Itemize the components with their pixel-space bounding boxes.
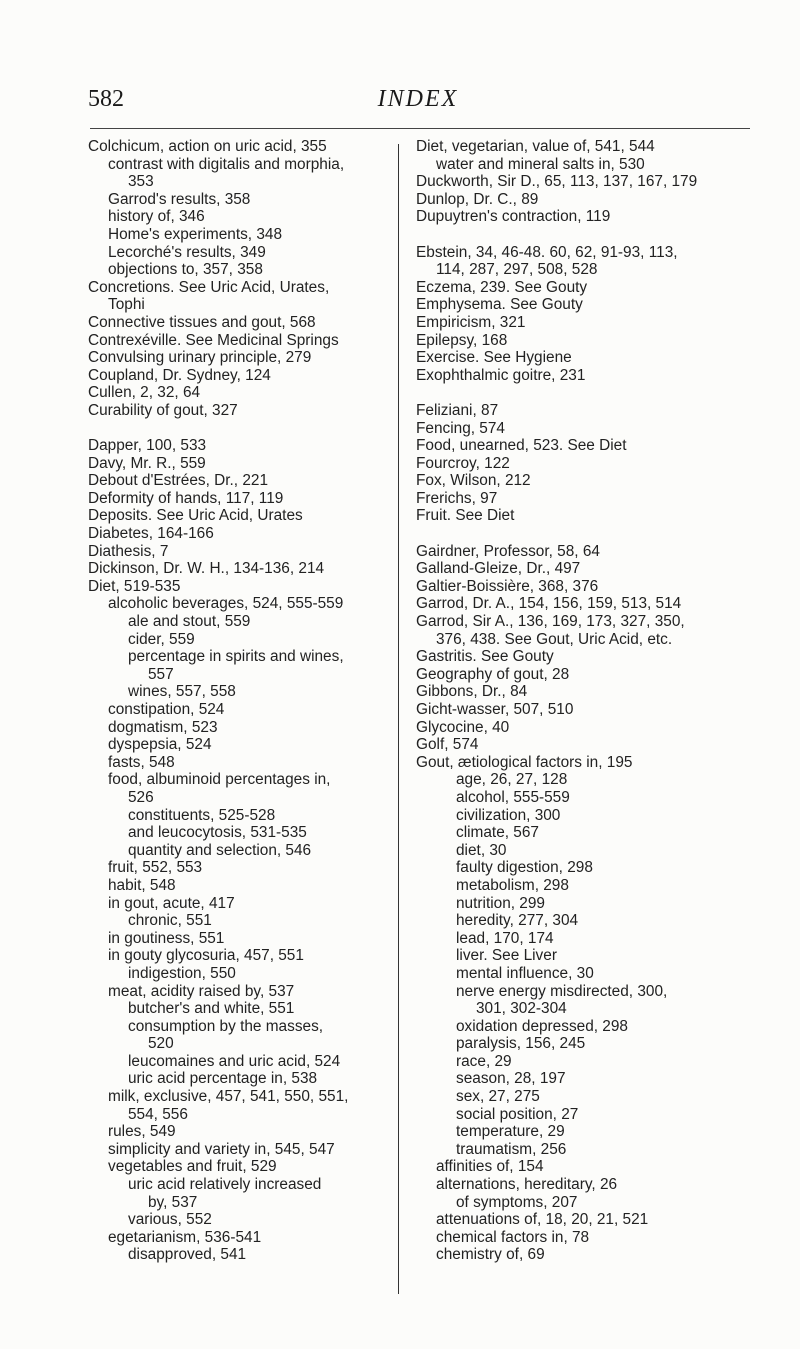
index-entry: Gairdner, Professor, 58, 64	[416, 542, 600, 560]
column-divider	[398, 144, 399, 1294]
index-entry: Golf, 574	[416, 736, 479, 754]
index-subentry: meat, acidity raised by, 537	[108, 982, 295, 1000]
index-subentry: constituents, 525-528	[128, 806, 276, 824]
index-subentry: paralysis, 156, 245	[456, 1035, 586, 1053]
index-entry: Gibbons, Dr., 84	[416, 683, 528, 701]
index-entry: Deformity of hands, 117, 119	[88, 489, 284, 507]
index-subentry: mental influence, 30	[456, 964, 594, 982]
index-entry: Fourcroy, 122	[416, 454, 510, 472]
index-subentry: chemistry of, 69	[436, 1246, 545, 1264]
index-entry: Curability of gout, 327	[88, 401, 238, 419]
index-entry: Feliziani, 87	[416, 401, 499, 419]
index-subentry: faulty digestion, 298	[456, 859, 593, 877]
index-subentry: nutrition, 299	[456, 894, 545, 912]
section-gap	[416, 384, 746, 402]
index-subentry: in goutiness, 551	[108, 929, 225, 947]
index-subentry: oxidation depressed, 298	[456, 1017, 628, 1035]
index-subentry: lead, 170, 174	[456, 929, 554, 947]
index-subentry: climate, 567	[456, 824, 539, 842]
index-subentry: Lecorché's results, 349	[108, 243, 266, 261]
index-entry: Diathesis, 7	[88, 542, 169, 560]
index-subentry: ale and stout, 559	[128, 613, 251, 631]
index-entry: Exercise. See Hygiene	[416, 349, 572, 367]
index-subentry: attenuations of, 18, 20, 21, 521	[436, 1211, 649, 1229]
section-gap	[88, 420, 418, 438]
index-subentry: social position, 27	[456, 1105, 579, 1123]
index-entry: Galland-Gleize, Dr., 497	[416, 560, 581, 578]
index-subentry: 376, 438. See Gout, Uric Acid, etc.	[436, 630, 673, 648]
index-subentry: cider, 559	[128, 630, 195, 648]
index-entry: Contrexéville. See Medicinal Springs	[88, 331, 339, 349]
index-subentry: leucomaines and uric acid, 524	[128, 1052, 341, 1070]
index-entry: Glycocine, 40	[416, 718, 510, 736]
index-subentry: dyspepsia, 524	[108, 736, 212, 754]
index-subentry: percentage in spirits and wines,	[128, 648, 344, 666]
index-subentry: 520	[148, 1035, 174, 1053]
index-subentry: simplicity and variety in, 545, 547	[108, 1140, 335, 1158]
index-subentry: contrast with digitalis and morphia,	[108, 155, 345, 173]
index-subentry: of symptoms, 207	[456, 1193, 578, 1211]
page-title: INDEX	[377, 86, 459, 112]
index-subentry: food, albuminoid percentages in,	[108, 771, 331, 789]
index-entry: Food, unearned, 523. See Diet	[416, 437, 627, 455]
index-entry: Convulsing urinary principle, 279	[88, 349, 312, 367]
index-entry: Gicht-wasser, 507, 510	[416, 701, 574, 718]
index-entry: Connective tissues and gout, 568	[88, 313, 316, 331]
index-subentry: 526	[128, 788, 154, 806]
index-entry: Ebstein, 34, 46-48. 60, 62, 91-93, 113,	[416, 243, 678, 261]
index-entry: Dunlop, Dr. C., 89	[416, 190, 539, 208]
index-subentry: sex, 27, 275	[456, 1088, 540, 1106]
index-entry: Cullen, 2, 32, 64	[88, 384, 201, 402]
index-entry: Frerichs, 97	[416, 489, 498, 507]
index-subentry: and leucocytosis, 531-535	[128, 824, 307, 842]
index-entry: Diet, 519-535	[88, 577, 181, 595]
index-entry: Dickinson, Dr. W. H., 134-136, 214	[88, 560, 325, 578]
index-subentry: liver. See Liver	[456, 947, 557, 965]
index-entry: Garrod, Dr. A., 154, 156, 159, 513, 514	[416, 595, 682, 613]
index-entry: Duckworth, Sir D., 65, 113, 137, 167, 179	[416, 173, 698, 191]
index-entry: Dapper, 100, 533	[88, 437, 207, 455]
index-subentry: affinities of, 154	[436, 1158, 544, 1176]
index-subentry: temperature, 29	[456, 1123, 565, 1141]
index-subentry: by, 537	[148, 1193, 198, 1211]
index-entry: Fencing, 574	[416, 419, 505, 437]
index-subentry: uric acid relatively increased	[128, 1176, 322, 1194]
index-entry: Geography of gout, 28	[416, 665, 570, 683]
index-subentry: diet, 30	[456, 841, 507, 859]
index-subentry: consumption by the masses,	[128, 1017, 324, 1035]
index-entry: Colchicum, action on uric acid, 355	[88, 138, 327, 155]
index-entry: Davy, Mr. R., 559	[88, 454, 206, 472]
index-subentry: fasts, 548	[108, 753, 175, 771]
index-subentry: wines, 557, 558	[128, 683, 236, 701]
index-subentry: quantity and selection, 546	[128, 841, 312, 859]
index-subentry: history of, 346	[108, 208, 205, 226]
index-subentry: alcoholic beverages, 524, 555-559	[108, 595, 344, 613]
index-subentry: alternations, hereditary, 26	[436, 1176, 618, 1194]
index-subentry: various, 552	[128, 1211, 212, 1229]
index-entry: Diabetes, 164-166	[88, 525, 214, 543]
index-subentry: in gout, acute, 417	[108, 894, 235, 912]
index-entry: Empiricism, 321	[416, 313, 526, 331]
index-subentry: heredity, 277, 304	[456, 912, 579, 930]
index-subentry: 114, 287, 297, 508, 528	[436, 261, 598, 279]
index-entry: Epilepsy, 168	[416, 331, 508, 349]
index-subentry: milk, exclusive, 457, 541, 550, 551,	[108, 1088, 349, 1106]
index-entry: Diet, vegetarian, value of, 541, 544	[416, 138, 655, 155]
index-subentry: constipation, 524	[108, 701, 225, 718]
index-subentry: chronic, 551	[128, 912, 212, 930]
index-subentry: traumatism, 256	[456, 1140, 567, 1158]
index-entry: Fruit. See Diet	[416, 507, 515, 525]
index-entry: Debout d'Estrées, Dr., 221	[88, 472, 269, 490]
index-subentry: Garrod's results, 358	[108, 190, 251, 208]
index-entry: Eczema, 239. See Gouty	[416, 278, 588, 296]
index-subentry: dogmatism, 523	[108, 718, 218, 736]
index-subentry: rules, 549	[108, 1123, 176, 1141]
index-entry: Emphysema. See Gouty	[416, 296, 583, 314]
index-subentry: butcher's and white, 551	[128, 1000, 295, 1018]
index-subentry: 353	[128, 173, 154, 191]
index-subentry: age, 26, 27, 128	[456, 771, 568, 789]
header-rule	[90, 128, 750, 129]
index-subentry: civilization, 300	[456, 806, 561, 824]
index-entry: Fox, Wilson, 212	[416, 472, 531, 490]
index-column-left	[88, 138, 418, 1264]
index-entry: Concretions. See Uric Acid, Urates,	[88, 278, 330, 296]
index-subentry: indigestion, 550	[128, 964, 236, 982]
index-subentry: objections to, 357, 358	[108, 261, 263, 279]
index-subentry: metabolism, 298	[456, 876, 569, 894]
index-subentry: season, 28, 197	[456, 1070, 566, 1088]
index-entry: Dupuytren's contraction, 119	[416, 208, 611, 226]
index-subentry: nerve energy misdirected, 300,	[456, 982, 668, 1000]
index-entry: Deposits. See Uric Acid, Urates	[88, 507, 303, 525]
index-subentry: chemical factors in, 78	[436, 1228, 590, 1246]
index-subentry: 301, 302-304	[476, 1000, 567, 1018]
index-entry: Gastritis. See Gouty	[416, 648, 554, 666]
index-entry: Galtier-Boissière, 368, 376	[416, 577, 599, 595]
section-gap	[416, 226, 746, 244]
index-subentry: Tophi	[108, 296, 145, 314]
index-subentry: race, 29	[456, 1052, 512, 1070]
index-subentry: Home's experiments, 348	[108, 225, 283, 243]
index-entry: Garrod, Sir A., 136, 169, 173, 327, 350,	[416, 613, 685, 631]
index-subentry: habit, 548	[108, 876, 176, 894]
index-subentry: alcohol, 555-559	[456, 788, 570, 806]
index-subentry: 554, 556	[128, 1105, 188, 1123]
index-subentry: egetarianism, 536-541	[108, 1228, 262, 1246]
page-header	[88, 86, 748, 120]
index-subentry: vegetables and fruit, 529	[108, 1158, 277, 1176]
index-entry: Coupland, Dr. Sydney, 124	[88, 366, 271, 384]
index-subentry: uric acid percentage in, 538	[128, 1070, 318, 1088]
index-entry: Exophthalmic goitre, 231	[416, 366, 586, 384]
index-subentry: fruit, 552, 553	[108, 859, 203, 877]
index-subentry: 557	[148, 665, 174, 683]
index-column-right	[416, 138, 746, 1264]
index-subentry: in gouty glycosuria, 457, 551	[108, 947, 304, 965]
section-gap	[416, 525, 746, 543]
index-entry: Gout, ætiological factors in, 195	[416, 753, 633, 771]
index-subentry: water and mineral salts in, 530	[436, 155, 645, 173]
page-number: 582	[88, 86, 124, 112]
index-subentry: disapproved, 541	[128, 1246, 247, 1264]
